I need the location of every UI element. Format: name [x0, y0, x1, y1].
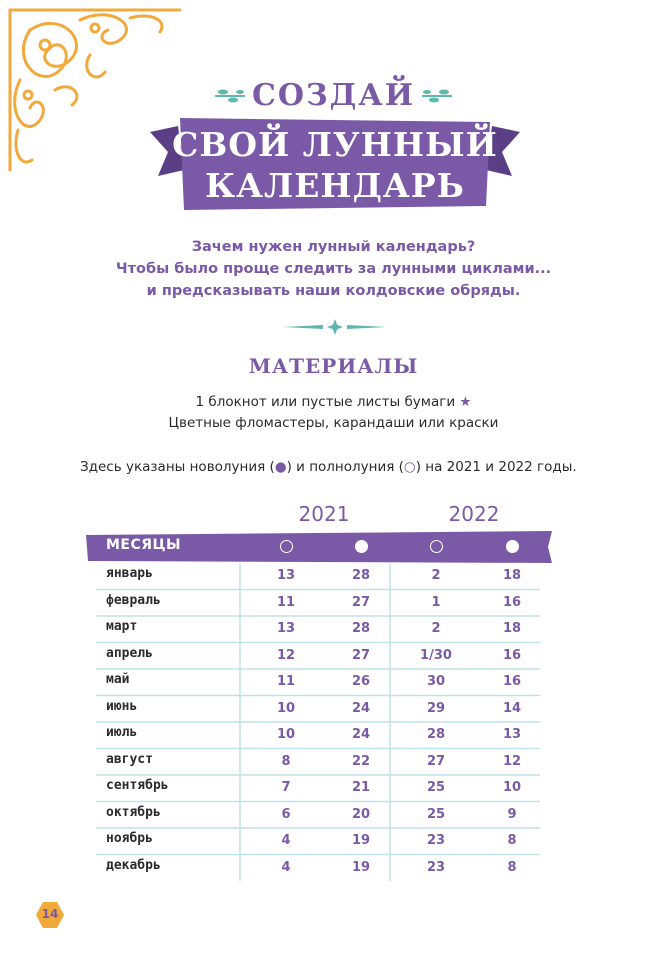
leaf-sprig-left-icon: [213, 87, 247, 105]
cell-value: 25: [426, 806, 446, 822]
cell-value: 21: [351, 780, 371, 795]
page-title: [150, 124, 520, 206]
table-row: [0, 617, 667, 643]
cell-value: 24: [351, 700, 371, 716]
table-row: [0, 776, 667, 802]
table-row: [0, 564, 667, 590]
year-2022: 2022: [448, 502, 500, 526]
cell-value: 29: [426, 700, 446, 716]
kicker-word: СОЗДАЙ: [251, 78, 416, 113]
star-icon: ★: [459, 394, 472, 410]
intro-line-2: Чтобы было проще следить за лунными циклами...: [115, 261, 552, 277]
cell-value: 12: [502, 753, 522, 769]
month-name: июль: [106, 725, 138, 740]
intro-line-3: и предсказывать наши колдовские обряды.: [146, 283, 521, 299]
cell-value: 28: [426, 727, 446, 742]
cell-value: 14: [502, 700, 522, 716]
materials-list: [0, 392, 667, 434]
full-moon-icon: [280, 540, 293, 553]
month-name: февраль: [106, 592, 161, 608]
table-row: [0, 829, 667, 855]
cell-value: 24: [351, 727, 371, 742]
month-name: сентябрь: [106, 778, 169, 793]
cell-value: 8: [507, 859, 517, 875]
cell-value: 6: [281, 806, 291, 822]
cell-value: 7: [281, 780, 291, 795]
cell-value: 19: [351, 859, 371, 875]
month-name: ноябрь: [106, 831, 153, 846]
kicker: [0, 78, 667, 113]
cell-value: 4: [281, 859, 291, 875]
new-moon-icon: [506, 540, 519, 553]
cell-value: 10: [276, 727, 296, 742]
new-moon-icon: [355, 540, 368, 553]
title-line-2: КАЛЕНДАРЬ: [205, 166, 465, 205]
month-name: июнь: [106, 698, 138, 714]
cell-value: 22: [351, 753, 371, 769]
table-row: [0, 750, 667, 776]
full-moon-icon: [430, 540, 443, 553]
full-moon-icon: ○: [403, 459, 416, 475]
months-header: МЕСЯЦЫ: [106, 537, 182, 553]
cell-value: 20: [351, 806, 371, 822]
table-row: [0, 697, 667, 723]
cell-value: 27: [351, 647, 371, 663]
cell-value: 16: [502, 674, 522, 689]
new-moon-icon: ●: [274, 459, 287, 475]
cell-value: 11: [276, 674, 296, 689]
cell-value: 2: [431, 621, 441, 636]
cell-value: 8: [507, 833, 517, 848]
table-row: [0, 644, 667, 670]
ornament-divider: [283, 318, 387, 336]
title-line-1: СВОЙ ЛУННЫЙ: [172, 125, 498, 164]
cell-value: 2: [431, 568, 441, 583]
cell-value: 16: [502, 594, 522, 610]
cell-value: 9: [507, 806, 517, 822]
cell-value: 13: [276, 568, 296, 583]
materials-item: 1 блокнот или пустые листы бумаги ★: [195, 394, 472, 410]
cell-value: 25: [426, 780, 446, 795]
month-name: октябрь: [106, 804, 161, 820]
cell-value: 26: [351, 674, 371, 689]
month-name: март: [106, 619, 138, 634]
cell-value: 19: [351, 833, 371, 848]
intro-text: [0, 236, 667, 302]
materials-title: МАТЕРИАЛЫ: [248, 354, 419, 378]
cell-value: 8: [281, 753, 291, 769]
cell-value: 13: [276, 621, 296, 636]
table-row: [0, 803, 667, 829]
cell-value: 12: [276, 647, 296, 663]
cell-value: 13: [502, 727, 522, 742]
month-name: май: [106, 672, 130, 687]
year-2021: 2021: [298, 502, 350, 526]
cell-value: 27: [426, 753, 446, 769]
month-name: январь: [106, 566, 153, 581]
table-row: [0, 591, 667, 617]
cell-value: 10: [502, 780, 522, 795]
cell-value: 1/30: [420, 647, 452, 663]
cell-value: 18: [502, 621, 522, 636]
month-name: декабрь: [106, 857, 161, 873]
cell-value: 28: [351, 621, 371, 636]
cell-value: 16: [502, 647, 522, 663]
table-row: [0, 670, 667, 696]
table-row: [0, 723, 667, 749]
cell-value: 30: [426, 674, 446, 689]
page-number: 14: [41, 907, 59, 921]
intro-line-1: Зачем нужен лунный календарь?: [191, 239, 476, 255]
cell-value: 4: [281, 833, 291, 848]
table-row: [0, 856, 667, 882]
cell-value: 10: [276, 700, 296, 716]
cell-value: 27: [351, 594, 371, 610]
cell-value: 28: [351, 568, 371, 583]
cell-value: 11: [276, 594, 296, 610]
month-name: август: [106, 751, 153, 767]
cell-value: 23: [426, 833, 446, 848]
leaf-sprig-right-icon: [420, 87, 454, 105]
cell-value: 18: [502, 568, 522, 583]
materials-item: Цветные фломастеры, карандаши или краски: [168, 415, 499, 431]
note-text: Здесь указаны новолуния (●) и полнолуния (○) на 2021 и 2022 годы.: [80, 459, 577, 475]
cell-value: 23: [426, 859, 446, 875]
cell-value: 1: [431, 594, 441, 610]
month-name: апрель: [106, 645, 153, 661]
